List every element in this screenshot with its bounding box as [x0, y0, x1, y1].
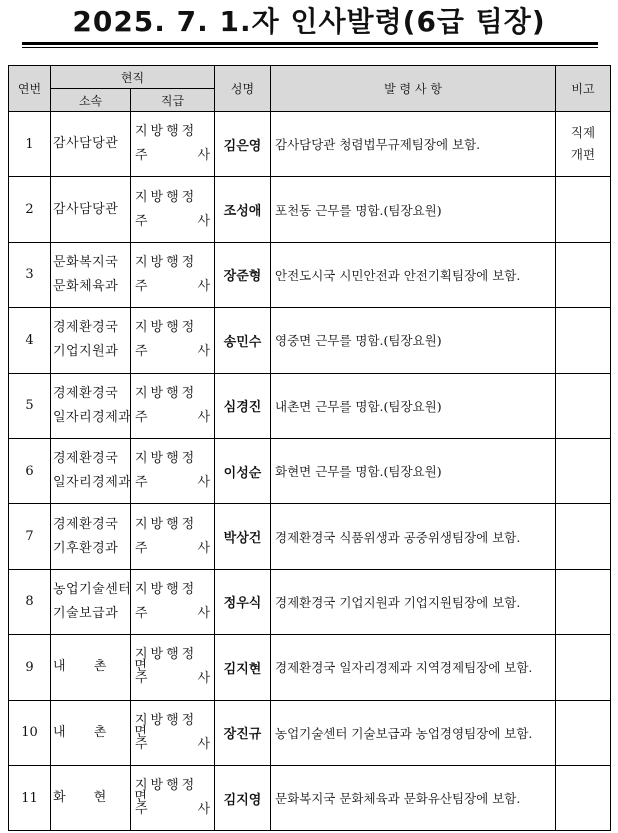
row-detail: 화현면 근무를 명함.(팀장요원)	[271, 438, 556, 503]
row-grade	[131, 438, 215, 503]
row-detail: 농업기술센터 기술보급과 농업경영팀장에 보함.	[271, 700, 556, 765]
grade-line-2a: 주	[135, 671, 148, 687]
row-number: 11	[9, 765, 51, 830]
row-name: 장준형	[215, 242, 271, 307]
row-name: 박상건	[215, 504, 271, 569]
row-note	[556, 373, 611, 438]
row-note	[556, 765, 611, 830]
header-no: 연번	[9, 66, 51, 112]
row-department	[51, 242, 131, 307]
department-line-1: 농업기술센터	[53, 581, 132, 597]
row-department	[51, 635, 159, 700]
department-line-2: 일자리경제과	[53, 475, 132, 491]
grade-line-2b: 사	[197, 278, 210, 294]
table-row	[9, 242, 611, 307]
grade-line-2b: 사	[197, 540, 210, 556]
row-name: 송민수	[215, 308, 271, 373]
grade-line-2b: 사	[197, 213, 210, 229]
grade-line-2a: 주	[135, 409, 148, 425]
title-underline-thick	[22, 42, 598, 45]
table-row	[9, 112, 611, 177]
row-grade	[131, 700, 215, 765]
department-line-1: 문화복지국	[53, 254, 119, 270]
row-number: 2	[9, 177, 51, 242]
row-number: 1	[9, 112, 51, 177]
department-line-2: 기술보급과	[53, 605, 119, 621]
grade-line-2a: 주	[135, 540, 148, 556]
grade-line-2a: 주	[135, 213, 148, 229]
row-note	[556, 569, 611, 634]
grade-line-2b: 사	[197, 605, 210, 621]
department-line-2: 기후환경과	[53, 540, 119, 556]
row-grade	[131, 635, 215, 700]
row-note	[556, 112, 611, 177]
row-note	[556, 177, 611, 242]
row-department	[51, 177, 131, 242]
department-line-1: 내 촌 면	[53, 659, 159, 675]
table-row	[9, 308, 611, 373]
title-underline-thin	[22, 47, 598, 48]
row-note	[556, 438, 611, 503]
table-row	[9, 765, 611, 830]
row-detail: 문화복지국 문화체육과 문화유산팀장에 보함.	[271, 765, 556, 830]
row-name: 이성순	[215, 438, 271, 503]
table-row	[9, 635, 611, 700]
row-detail: 경제환경국 기업지원과 기업지원팀장에 보함.	[271, 569, 556, 634]
row-note	[556, 308, 611, 373]
row-detail: 내촌면 근무를 명함.(팀장요원)	[271, 373, 556, 438]
row-detail: 영중면 근무를 명함.(팀장요원)	[271, 308, 556, 373]
row-grade	[131, 242, 215, 307]
row-grade	[131, 504, 215, 569]
table-body	[9, 112, 611, 831]
grade-line-1: 지방행정	[135, 581, 198, 597]
row-detail: 안전도시국 시민안전과 안전기획팀장에 보함.	[271, 242, 556, 307]
row-department	[51, 373, 131, 438]
department-line-1: 경제환경국	[53, 320, 119, 336]
department-line-1: 화 현 면	[53, 790, 159, 806]
row-grade	[131, 308, 215, 373]
row-name: 심경진	[215, 373, 271, 438]
row-note	[556, 700, 611, 765]
row-department	[51, 765, 159, 830]
row-detail: 감사담당관 청렴법무규제팀장에 보함.	[271, 112, 556, 177]
table-row	[9, 700, 611, 765]
row-department	[51, 700, 159, 765]
row-grade	[131, 569, 215, 634]
header-dept: 소속	[51, 89, 131, 112]
table-row	[9, 504, 611, 569]
row-number: 10	[9, 700, 51, 765]
row-number: 5	[9, 373, 51, 438]
row-grade	[131, 177, 215, 242]
header-grade: 직급	[131, 89, 215, 112]
row-number: 9	[9, 635, 51, 700]
grade-line-1: 지방행정	[135, 320, 198, 336]
department-line-2: 문화체육과	[53, 278, 119, 294]
row-name: 정우식	[215, 569, 271, 634]
grade-line-1: 지방행정	[135, 647, 198, 663]
grade-line-1: 지방행정	[135, 254, 198, 270]
grade-line-1: 지방행정	[135, 189, 198, 205]
department-line-1: 감사담당관	[53, 136, 119, 152]
header-detail: 발 령 사 항	[271, 66, 556, 112]
table-row	[9, 373, 611, 438]
header-current: 현직	[51, 66, 215, 89]
grade-line-2b: 사	[197, 148, 210, 164]
row-name: 장진규	[215, 700, 271, 765]
grade-line-2a: 주	[135, 344, 148, 360]
table-row	[9, 438, 611, 503]
row-note	[556, 635, 611, 700]
row-number: 7	[9, 504, 51, 569]
header-name: 성명	[215, 66, 271, 112]
table-row	[9, 569, 611, 634]
note-line-2: 개편	[570, 147, 596, 163]
note-line-1: 직제	[570, 125, 596, 141]
row-department	[51, 112, 131, 177]
grade-line-2b: 사	[197, 344, 210, 360]
grade-line-2a: 주	[135, 278, 148, 294]
grade-line-1: 지방행정	[135, 451, 198, 467]
grade-line-2a: 주	[135, 802, 148, 818]
row-name: 조성애	[215, 177, 271, 242]
personnel-table	[8, 65, 611, 831]
grade-line-1: 지방행정	[135, 124, 198, 140]
grade-line-1: 지방행정	[135, 712, 198, 728]
grade-line-2b: 사	[197, 409, 210, 425]
grade-line-2a: 주	[135, 475, 148, 491]
row-number: 8	[9, 569, 51, 634]
grade-line-1: 지방행정	[135, 778, 198, 794]
grade-line-2b: 사	[197, 736, 210, 752]
row-note	[556, 504, 611, 569]
document-title: 2025. 7. 1.자 인사발령(6급 팀장)	[72, 5, 546, 38]
row-detail: 경제환경국 식품위생과 공중위생팀장에 보함.	[271, 504, 556, 569]
row-department	[51, 438, 131, 503]
grade-line-1: 지방행정	[135, 385, 198, 401]
department-line-1: 경제환경국	[53, 385, 119, 401]
row-name: 김지영	[215, 765, 271, 830]
row-number: 6	[9, 438, 51, 503]
row-department	[51, 504, 131, 569]
row-number: 3	[9, 242, 51, 307]
grade-line-2b: 사	[197, 475, 210, 491]
row-note	[556, 242, 611, 307]
department-line-2: 일자리경제과	[53, 409, 132, 425]
header-note: 비고	[556, 66, 611, 112]
row-detail: 경제환경국 일자리경제과 지역경제팀장에 보함.	[271, 635, 556, 700]
row-grade	[131, 112, 215, 177]
department-line-1: 내 촌 면	[53, 724, 159, 740]
grade-line-2a: 주	[135, 736, 148, 752]
grade-line-2b: 사	[197, 802, 210, 818]
row-number: 4	[9, 308, 51, 373]
grade-line-2a: 주	[135, 605, 148, 621]
grade-line-2b: 사	[197, 671, 210, 687]
row-department	[51, 308, 131, 373]
row-name: 김은영	[215, 112, 271, 177]
table-row	[9, 177, 611, 242]
row-grade	[131, 373, 215, 438]
grade-line-1: 지방행정	[135, 516, 198, 532]
row-department	[51, 569, 131, 634]
department-line-2: 기업지원과	[53, 344, 119, 360]
department-line-1: 경제환경국	[53, 516, 119, 532]
row-detail: 포천동 근무를 명함.(팀장요원)	[271, 177, 556, 242]
department-line-1: 경제환경국	[53, 451, 119, 467]
row-name: 김지현	[215, 635, 271, 700]
grade-line-2a: 주	[135, 148, 148, 164]
department-line-1: 감사담당관	[53, 201, 119, 217]
row-grade	[131, 765, 215, 830]
